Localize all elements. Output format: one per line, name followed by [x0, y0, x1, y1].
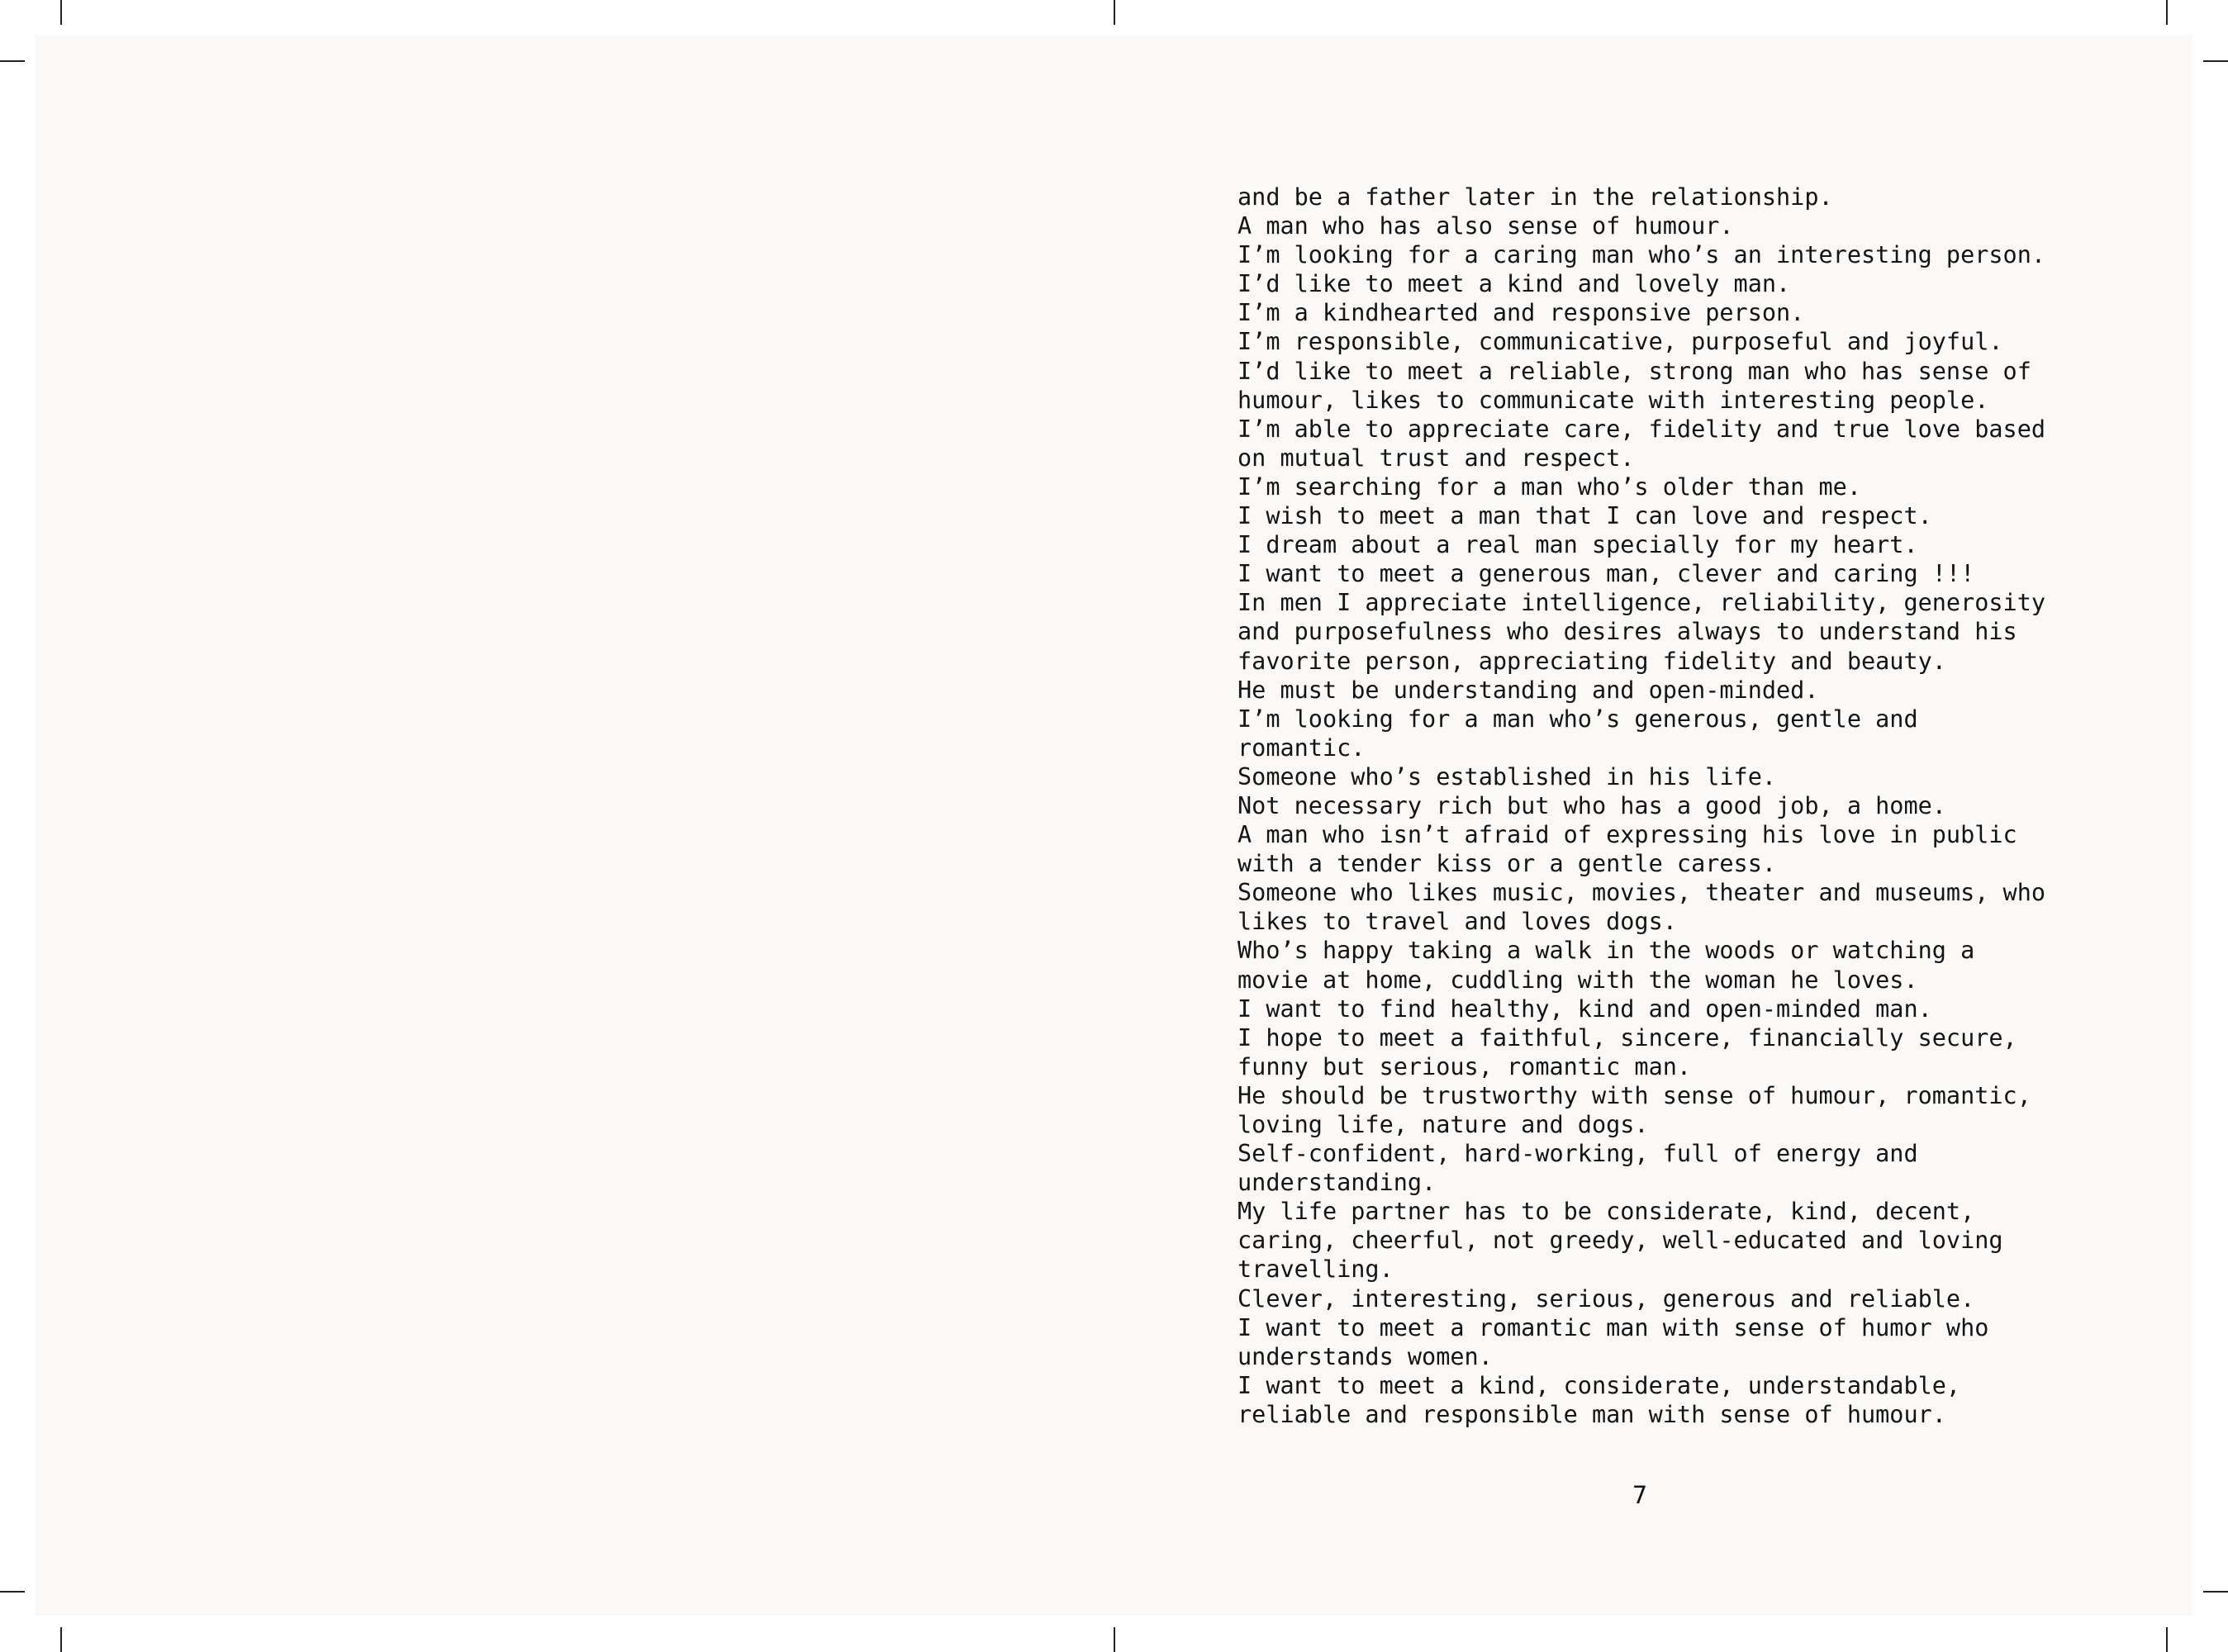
text-line: Self-confident, hard-working, full of energy and — [1238, 1140, 1918, 1168]
text-line: travelling. — [1238, 1256, 1394, 1284]
crop-mark — [2166, 1627, 2168, 1652]
text-line: My life partner has to be considerate, kind, decent, — [1238, 1198, 1975, 1226]
text-line: I’d like to meet a kind and lovely man. — [1238, 270, 1791, 298]
text-line: I’m responsible, communicative, purposeful and joyful. — [1238, 328, 2003, 356]
page-number: 7 — [1632, 1481, 1648, 1509]
crop-mark — [60, 1627, 62, 1652]
text-line: and be a father later in the relationship. — [1238, 183, 1833, 211]
text-line: I dream about a real man specially for my heart. — [1238, 531, 1918, 559]
text-line: humour, likes to communicate with interesting people. — [1238, 386, 1989, 414]
text-line: I’m looking for a man who’s generous, gentle and — [1238, 705, 1918, 733]
text-line: on mutual trust and respect. — [1238, 444, 1635, 472]
crop-mark — [0, 60, 25, 62]
text-line: understanding. — [1238, 1169, 1437, 1197]
text-line: Not necessary rich but who has a good job, a home. — [1238, 791, 1946, 819]
text-line: loving life, nature and dogs. — [1238, 1111, 1649, 1138]
text-line: with a tender kiss or a gentle caress. — [1238, 850, 1777, 878]
text-line: I want to meet a romantic man with sense of humor who — [1238, 1313, 1989, 1341]
text-line: I’m a kindhearted and responsive person. — [1238, 299, 1805, 327]
text-line: Someone who’s established in his life. — [1238, 762, 1777, 790]
crop-mark — [2203, 1591, 2228, 1593]
text-line: He must be understanding and open-minded. — [1238, 676, 1819, 704]
text-line: likes to travel and loves dogs. — [1238, 908, 1677, 936]
text-line: and purposefulness who desires always to understand his — [1238, 618, 2017, 646]
crop-mark — [60, 0, 62, 25]
crop-mark — [1114, 1627, 1115, 1652]
crop-mark — [0, 1591, 25, 1593]
text-line: I want to meet a kind, considerate, understandable, — [1238, 1371, 1961, 1399]
text-line: He should be trustworthy with sense of humour, romantic, — [1238, 1081, 2031, 1109]
text-line: In men I appreciate intelligence, reliability, generosity — [1238, 589, 2046, 617]
text-line: reliable and responsible man with sense of humour. — [1238, 1400, 1946, 1428]
text-line: romantic. — [1238, 733, 1366, 762]
crop-mark — [2166, 0, 2168, 25]
text-line: funny but serious, romantic man. — [1238, 1052, 1692, 1080]
text-line: understands women. — [1238, 1342, 1493, 1370]
text-line: I’d like to meet a reliable, strong man who has sense of — [1238, 357, 2031, 385]
text-line: caring, cheerful, not greedy, well-educated and loving — [1238, 1227, 2003, 1255]
crop-mark — [2203, 60, 2228, 62]
page-text-block — [1238, 183, 2064, 1429]
text-line: I want to find healthy, kind and open-minded man. — [1238, 995, 1932, 1023]
text-line: Clever, interesting, serious, generous and reliable. — [1238, 1284, 1975, 1313]
text-line: Someone who likes music, movies, theater and museums, who — [1238, 879, 2046, 907]
text-line: movie at home, cuddling with the woman he loves. — [1238, 966, 1918, 994]
text-line: I’m searching for a man who’s older than me. — [1238, 472, 1861, 501]
text-line: Who’s happy taking a walk in the woods or watching a — [1238, 937, 1975, 965]
text-line: A man who isn’t afraid of expressing his love in public — [1238, 821, 2017, 849]
text-line: I’m looking for a caring man who’s an interesting person. — [1238, 241, 2046, 269]
text-line: I hope to meet a faithful, sincere, financially secure, — [1238, 1023, 2017, 1051]
text-line: favorite person, appreciating fidelity and beauty. — [1238, 647, 1946, 675]
crop-mark — [1114, 0, 1115, 25]
text-line: I want to meet a generous man, clever and caring !!! — [1238, 560, 1975, 588]
text-line: I’m able to appreciate care, fidelity and true love based — [1238, 415, 2046, 443]
text-line: A man who has also sense of humour. — [1238, 212, 1734, 240]
text-line: I wish to meet a man that I can love and respect. — [1238, 502, 1932, 530]
